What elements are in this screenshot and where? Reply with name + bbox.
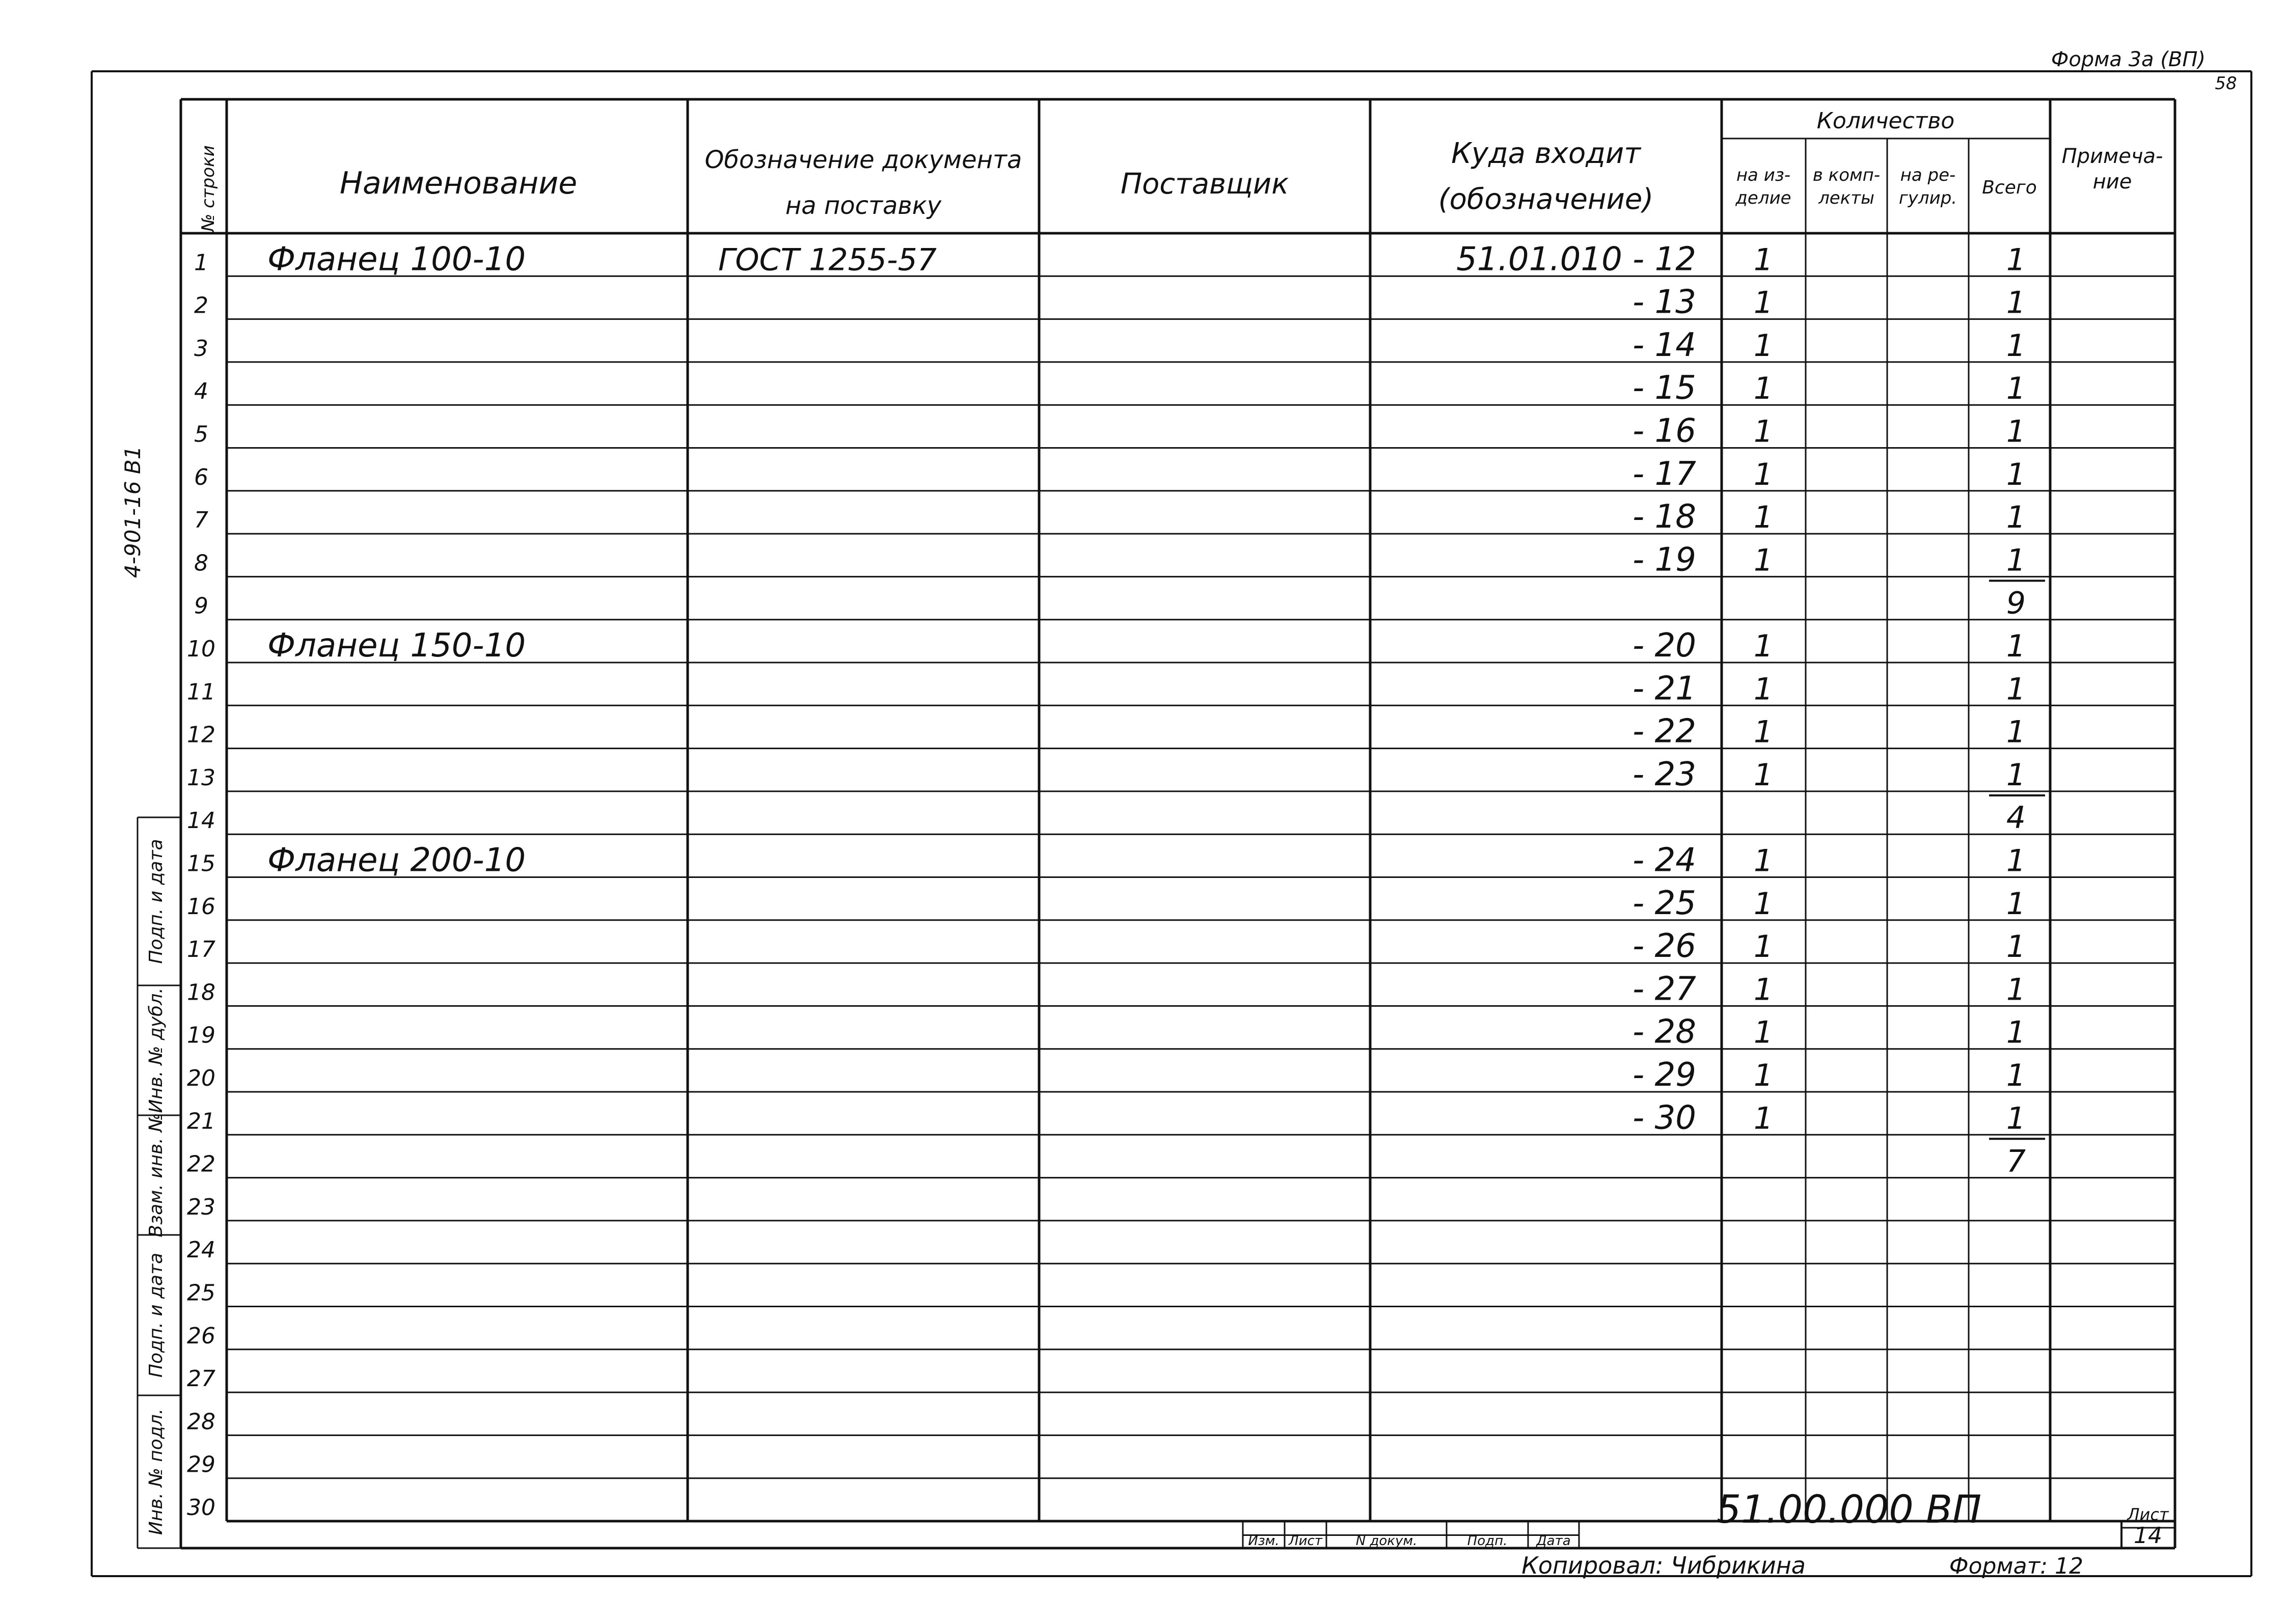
quantity-per-item: 1 bbox=[1753, 843, 1774, 879]
date-column-label: Дата bbox=[1536, 1533, 1571, 1549]
quantity-per-item: 1 bbox=[1753, 1058, 1774, 1093]
margin-label: Подп. и дата bbox=[146, 839, 167, 964]
row-number: 11 bbox=[187, 679, 215, 705]
destination-designation: - 25 bbox=[1632, 884, 1696, 922]
row-number: 20 bbox=[187, 1065, 215, 1091]
row-number: 3 bbox=[194, 335, 208, 362]
document-number-column-label: N докум. bbox=[1355, 1533, 1418, 1549]
quantity-total: 9 bbox=[2006, 585, 2026, 621]
quantity-per-item: 1 bbox=[1753, 628, 1774, 664]
quantity-total: 1 bbox=[2006, 671, 2026, 707]
revision-column-label: Изм. bbox=[1248, 1533, 1280, 1549]
quantity-total: 1 bbox=[2006, 714, 2026, 750]
quantity-total: 1 bbox=[2006, 285, 2026, 321]
item-name: Фланец 200-10 bbox=[267, 841, 526, 879]
quantity-per-item: 1 bbox=[1753, 242, 1774, 278]
quantity-kit-header: лекты bbox=[1818, 188, 1874, 208]
destination-designation: - 20 bbox=[1632, 627, 1696, 665]
document-designation: 51.00.000 ВП bbox=[1716, 1487, 1982, 1532]
margin-label: Инв. № подл. bbox=[146, 1408, 167, 1535]
quantity-total: 4 bbox=[2006, 800, 2026, 836]
quantity-total: 1 bbox=[2006, 327, 2026, 364]
row-number: 28 bbox=[187, 1409, 215, 1435]
row-number: 13 bbox=[187, 764, 215, 791]
sheet-label: Лист bbox=[2127, 1505, 2169, 1524]
destination-designation: - 13 bbox=[1632, 283, 1696, 321]
notes-header: Примеча- bbox=[2061, 145, 2163, 168]
destination-designation: - 30 bbox=[1632, 1099, 1696, 1137]
destination-designation: - 27 bbox=[1632, 970, 1696, 1008]
supplier-header: Поставщик bbox=[1120, 168, 1289, 201]
destination-header: Куда входит bbox=[1451, 137, 1641, 170]
margin-label: Инв. № дубл. bbox=[146, 987, 167, 1113]
destination-designation: - 16 bbox=[1632, 412, 1696, 450]
destination-designation: - 19 bbox=[1632, 541, 1696, 579]
row-number: 22 bbox=[187, 1151, 215, 1177]
row-number: 18 bbox=[187, 979, 215, 1006]
side-code: 4-901-16 В1 bbox=[120, 446, 145, 578]
quantity-total: 1 bbox=[2006, 371, 2026, 407]
signature-column-label: Подп. bbox=[1467, 1533, 1508, 1549]
quantity-header: Количество bbox=[1816, 108, 1955, 134]
quantity-kit-header: в комп- bbox=[1812, 165, 1881, 185]
quantity-per-item: 1 bbox=[1753, 757, 1774, 793]
margin-label: Взам. инв. № bbox=[146, 1113, 167, 1237]
quantity-total: 1 bbox=[2006, 1058, 2026, 1093]
quantity-total-header: Всего bbox=[1982, 177, 2037, 198]
row-number: 21 bbox=[187, 1108, 215, 1135]
row-number: 30 bbox=[187, 1495, 215, 1521]
row-number: 27 bbox=[187, 1366, 215, 1392]
quantity-per-item: 1 bbox=[1753, 500, 1774, 536]
form-sheet-mark: 58 bbox=[2215, 73, 2237, 94]
quantity-regulation-header: гулир. bbox=[1898, 188, 1957, 208]
destination-designation: - 14 bbox=[1632, 326, 1696, 364]
row-number: 29 bbox=[187, 1451, 215, 1478]
quantity-total: 1 bbox=[2006, 628, 2026, 664]
quantity-total: 1 bbox=[2006, 500, 2026, 536]
quantity-per-item: 1 bbox=[1753, 1100, 1774, 1137]
row-number: 5 bbox=[194, 421, 208, 448]
destination-designation: - 24 bbox=[1632, 841, 1696, 879]
quantity-total: 1 bbox=[2006, 757, 2026, 793]
item-name: Фланец 100-10 bbox=[267, 240, 526, 279]
quantity-per-item: 1 bbox=[1753, 886, 1774, 922]
quantity-total: 1 bbox=[2006, 456, 2026, 492]
destination-designation: - 23 bbox=[1632, 755, 1696, 793]
quantity-per-item: 1 bbox=[1753, 972, 1774, 1008]
row-number: 23 bbox=[187, 1194, 215, 1220]
document-header: на поставку bbox=[785, 191, 942, 220]
quantity-total: 1 bbox=[2006, 1014, 2026, 1051]
destination-designation: - 15 bbox=[1632, 369, 1696, 407]
quantity-total: 1 bbox=[2006, 242, 2026, 278]
quantity-total: 1 bbox=[2006, 929, 2026, 965]
row-number: 25 bbox=[187, 1280, 215, 1306]
row-number: 17 bbox=[187, 937, 215, 963]
quantity-total: 1 bbox=[2006, 886, 2026, 922]
destination-designation: - 17 bbox=[1632, 455, 1696, 493]
quantity-regulation-header: на ре- bbox=[1900, 165, 1956, 185]
row-number: 10 bbox=[187, 636, 215, 662]
row-number: 16 bbox=[187, 893, 215, 920]
quantity-per-item: 1 bbox=[1753, 671, 1774, 707]
quantity-item-header: делие bbox=[1735, 188, 1791, 208]
quantity-per-item: 1 bbox=[1753, 327, 1774, 364]
quantity-per-item: 1 bbox=[1753, 456, 1774, 492]
quantity-total: 1 bbox=[2006, 843, 2026, 879]
row-number-header: № строки bbox=[198, 145, 219, 232]
row-number: 24 bbox=[187, 1237, 215, 1263]
form-label: Форма 3а (ВП) bbox=[2051, 48, 2206, 71]
destination-designation: - 26 bbox=[1632, 927, 1696, 966]
row-number: 19 bbox=[187, 1022, 215, 1049]
quantity-item-header: на из- bbox=[1736, 165, 1791, 185]
destination-designation: - 21 bbox=[1632, 670, 1696, 708]
row-number: 7 bbox=[194, 507, 208, 534]
row-number: 12 bbox=[187, 722, 215, 748]
sheet-column-label: Лист bbox=[1289, 1533, 1322, 1549]
row-number: 26 bbox=[187, 1323, 215, 1349]
quantity-per-item: 1 bbox=[1753, 285, 1774, 321]
quantity-per-item: 1 bbox=[1753, 371, 1774, 407]
destination-designation: - 29 bbox=[1632, 1056, 1696, 1094]
quantity-per-item: 1 bbox=[1753, 542, 1774, 579]
row-number: 6 bbox=[194, 464, 208, 490]
name-header: Наименование bbox=[339, 166, 578, 201]
quantity-per-item: 1 bbox=[1753, 929, 1774, 965]
quantity-total: 1 bbox=[2006, 414, 2026, 450]
sheet-number: 14 bbox=[2134, 1523, 2162, 1549]
row-number: 1 bbox=[194, 250, 208, 276]
quantity-per-item: 1 bbox=[1753, 714, 1774, 750]
quantity-total: 1 bbox=[2006, 542, 2026, 579]
document-header: Обозначение документа bbox=[704, 146, 1022, 174]
row-number: 15 bbox=[187, 850, 215, 877]
format-label: Формат: 12 bbox=[1949, 1553, 2083, 1579]
destination-designation: 51.01.010 - 12 bbox=[1456, 240, 1696, 279]
destination-header: (обозначение) bbox=[1438, 183, 1654, 216]
quantity-per-item: 1 bbox=[1753, 1014, 1774, 1051]
quantity-total: 1 bbox=[2006, 1100, 2026, 1137]
quantity-total: 1 bbox=[2006, 972, 2026, 1008]
row-number: 2 bbox=[194, 292, 208, 319]
supply-document: ГОСТ 1255-57 bbox=[718, 242, 937, 278]
quantity-total: 7 bbox=[2006, 1143, 2026, 1179]
row-number: 8 bbox=[194, 550, 208, 576]
row-number: 4 bbox=[194, 378, 208, 405]
quantity-per-item: 1 bbox=[1753, 414, 1774, 450]
row-number: 14 bbox=[187, 808, 215, 834]
destination-designation: - 22 bbox=[1632, 712, 1696, 751]
destination-designation: - 18 bbox=[1632, 498, 1696, 536]
margin-label: Подп. и дата bbox=[146, 1252, 167, 1378]
destination-designation: - 28 bbox=[1632, 1013, 1696, 1051]
table-grid bbox=[92, 71, 2251, 1576]
copied-by: Копировал: Чибрикина bbox=[1521, 1552, 1806, 1579]
notes-header: ние bbox=[2092, 170, 2132, 194]
row-number: 9 bbox=[194, 593, 208, 619]
item-name: Фланец 150-10 bbox=[267, 627, 526, 665]
